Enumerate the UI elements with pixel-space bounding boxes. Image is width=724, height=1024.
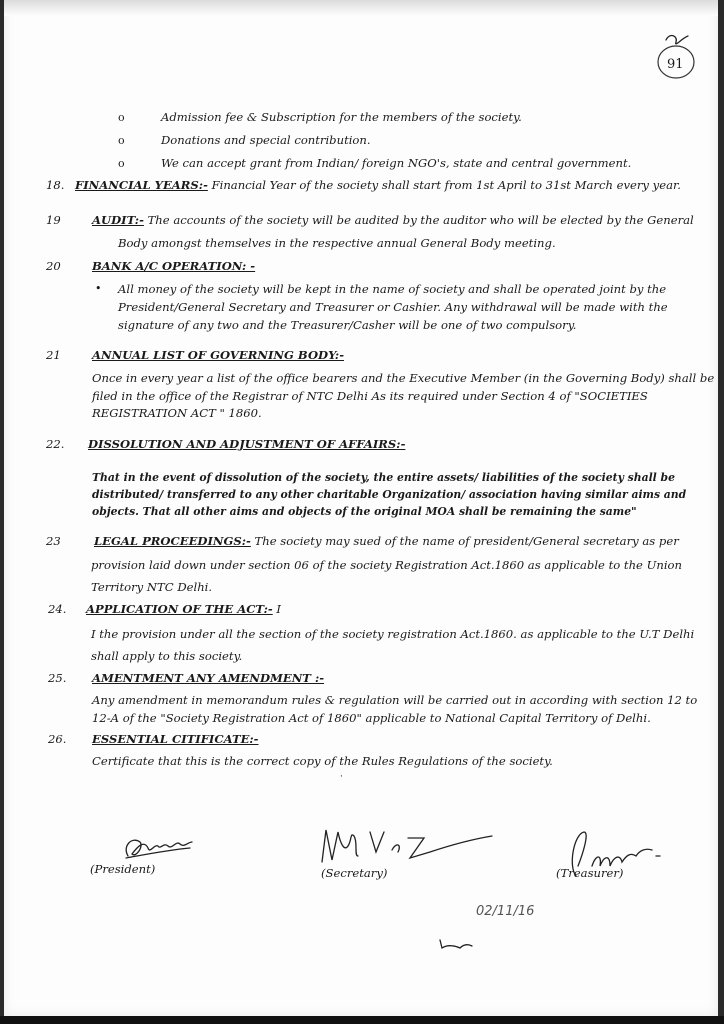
section-24-line-1: I the provision under all the section of the society registration Act.1860. as applicable to the U.T Delhi	[91, 627, 695, 641]
section-19-heading: AUDIT:-	[92, 213, 144, 227]
section-25-number: 25.	[48, 671, 67, 685]
section-20-line-1: All money of the society will be kept in the name of society and shall be operated joint by the	[118, 282, 667, 296]
section-25-heading: AMENTMENT ANY AMENDMENT :-	[92, 671, 325, 685]
section-18-number: 18.	[46, 178, 65, 192]
treasurer-label: (Treasurer)	[556, 866, 624, 880]
section-22-heading: DISSOLUTION AND ADJUSTMENT OF AFFAIRS:-	[88, 437, 406, 451]
secretary-signature	[318, 822, 498, 872]
page-number: 91	[667, 57, 684, 72]
section-18-text: Financial Year of the society shall start from 1st April to 31st March every year.	[207, 178, 681, 192]
section-19-text: The accounts of the society will be audited by the auditor who will be elected by the General	[143, 213, 694, 227]
section-23-line-2: provision laid down under section 06 of the society Registration Act.1860 as applicable to the Union	[91, 558, 682, 572]
section-23-text: The society may sued of the name of president/General secretary as per	[250, 534, 679, 548]
section-22-line-2: distributed/ transferred to any other charitable Organization/ association having similar aims and	[92, 488, 687, 501]
section-23-line-1	[94, 534, 679, 548]
section-25-line-1: Any amendment in memorandum rules & regulation will be carried out in according with section 12 to	[92, 693, 698, 707]
bullet-circle-icon: o	[118, 157, 125, 170]
intro-item-2: Donations and special contribution.	[161, 133, 371, 147]
section-20-heading: BANK A/C OPERATION: -	[92, 259, 256, 273]
section-26-number: 26.	[48, 732, 67, 746]
section-23-number: 23	[46, 534, 61, 548]
section-23-heading: LEGAL PROCEEDINGS:-	[94, 534, 251, 548]
section-24-heading: APPLICATION OF THE ACT:-	[86, 602, 273, 616]
section-19-number: 19	[46, 213, 61, 227]
stray-mark: ·	[340, 772, 343, 782]
section-18	[75, 178, 681, 192]
section-22-line-3: objects. That all other aims and objects of the original MOA shall be remaining the same"	[92, 505, 637, 518]
section-21-line-2: filed in the office of the Registrar of NTC Delhi As its required under Section 4 of "SOCIETIES	[92, 389, 648, 403]
section-22-line-1: That in the event of dissolution of the society, the entire assets/ liabilities of the society shall be	[92, 471, 675, 484]
section-20-number: 20	[46, 259, 61, 273]
section-21-line-1: Once in every year a list of the office bearers and the Executive Member (in the Governing Body) shall be	[92, 371, 715, 385]
initials-mark	[436, 934, 476, 958]
section-20-line-2: President/General Secretary and Treasurer or Cashier. Any withdrawal will be made with the	[118, 300, 668, 314]
scan-top-edge	[4, 0, 718, 16]
intro-item-3: We can accept grant from Indian/ foreign NGO's, state and central government.	[161, 156, 632, 170]
section-21-number: 21	[46, 348, 61, 362]
secretary-label: (Secretary)	[321, 866, 388, 880]
handwritten-date: 02/11/16	[476, 904, 535, 919]
section-24-number: 24.	[48, 602, 67, 616]
section-25-line-2: 12-A of the "Society Registration Act of 1860" applicable to National Capital Territory of Delhi.	[92, 711, 651, 725]
section-21-line-3: REGISTRATION ACT " 1860.	[92, 406, 262, 420]
bullet-dot-icon: •	[95, 282, 102, 295]
president-label: (President)	[90, 862, 156, 876]
section-24-heading-tail: I	[272, 602, 281, 616]
section-22-number: 22.	[46, 437, 65, 451]
intro-item-1: Admission fee & Subscription for the members of the society.	[161, 110, 522, 124]
section-19-line-2: Body amongst themselves in the respective annual General Body meeting.	[118, 236, 556, 250]
bullet-circle-icon: o	[118, 134, 125, 147]
section-18-heading: FINANCIAL YEARS:-	[75, 178, 208, 192]
scan-bottom-edge	[0, 1016, 724, 1024]
section-19-line-1	[92, 213, 694, 227]
section-20-line-3: signature of any two and the Treasurer/Casher will be one of two compulsory.	[118, 318, 577, 332]
section-24-line-2: shall apply to this society.	[91, 649, 243, 663]
section-21-heading: ANNUAL LIST OF GOVERNING BODY:-	[92, 348, 345, 362]
section-24-heading-line	[86, 602, 281, 616]
section-26-heading: ESSENTIAL CITIFICATE:-	[92, 732, 259, 746]
section-23-line-3: Territory NTC Delhi.	[91, 580, 213, 594]
bullet-circle-icon: o	[118, 111, 125, 124]
section-26-line-1: Certificate that this is the correct copy of the Rules Regulations of the society.	[92, 754, 553, 768]
page-number-stamp	[652, 28, 702, 84]
